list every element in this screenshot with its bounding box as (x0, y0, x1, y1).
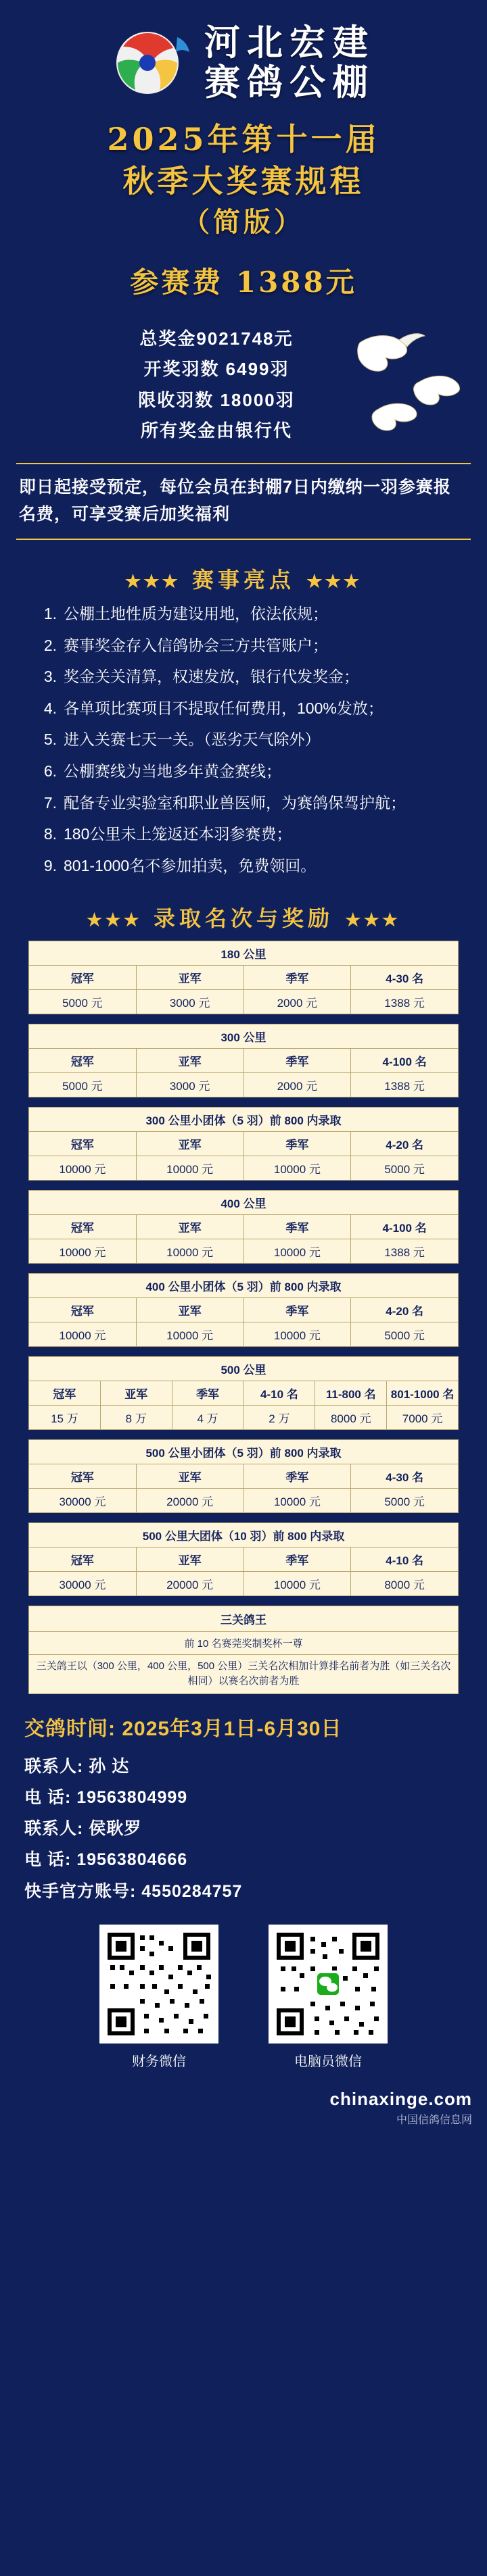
list-item-text: 公棚赛线为当地多年黄金赛线； (64, 762, 281, 781)
table-header-cell: 4-30 名 (351, 965, 459, 989)
list-item (27, 854, 460, 878)
table-header-cell: 亚军 (136, 1547, 244, 1571)
prize-summary (0, 324, 487, 451)
table-header-cell: 冠军 (29, 1381, 101, 1405)
brand-line-2: 赛鸽公棚 (204, 61, 375, 104)
table-cell: 10000 元 (136, 1239, 244, 1263)
qr-caption: 财务微信 (132, 2054, 186, 2069)
table-header-cell: 4-100 名 (351, 1048, 459, 1072)
summary-line-total: 总奖金9021748元 (139, 328, 294, 349)
list-item-text: 配备专业实验室和职业兽医师，为赛鸽保驾护航； (64, 793, 406, 812)
wechat-qr-code-icon[interactable] (269, 1925, 388, 2044)
list-item-number: 3. (43, 668, 57, 686)
table-cell: 10000 元 (136, 1156, 244, 1180)
prize-table-500km-small-team (28, 1439, 459, 1513)
contact-row (24, 1876, 463, 1907)
qr-area (0, 1925, 487, 2070)
table-cell: 10000 元 (244, 1488, 351, 1512)
table-cell: 1388 元 (351, 989, 459, 1014)
list-item-number: 2. (43, 636, 57, 654)
summary-line-limit: 限收羽数 18000羽 (138, 389, 295, 410)
table-header-cell: 4-10 名 (351, 1547, 459, 1571)
qr-caption: 电脑员微信 (294, 2054, 362, 2069)
table-cell: 8 万 (100, 1405, 172, 1429)
reservation-notice: 即日起接受预定，每位会员在封棚7日内缴纳一羽参赛报名费，可享受赛后加奖福利 (16, 463, 471, 540)
table-caption: 300 公里小团体（5 羽）前 800 内录取 (29, 1107, 459, 1131)
table-cell: 5000 元 (351, 1322, 459, 1346)
list-item (27, 791, 460, 816)
list-item-text: 各单项比赛项目不提取任何费用，100%发放； (64, 699, 384, 717)
prize-tables (28, 941, 459, 1694)
star-left-icon: ★★★ (86, 910, 142, 931)
table-cell: 5000 元 (29, 989, 137, 1014)
contact-label: 联系人: (24, 1819, 84, 1839)
table-header-cell: 冠军 (29, 1297, 137, 1322)
list-item-text: 180公里未上笼返还本羽参赛费； (64, 825, 292, 843)
star-right-icon: ★★★ (306, 571, 363, 592)
star-right-icon: ★★★ (345, 910, 401, 931)
table-header-cell: 冠军 (29, 965, 137, 989)
table-header-cell: 季军 (244, 1297, 351, 1322)
table-header-cell: 亚军 (136, 1297, 244, 1322)
table-cell: 8000 元 (315, 1405, 387, 1429)
list-item (27, 822, 460, 847)
prize-table-300km-small-team (28, 1107, 459, 1181)
poster-title (0, 118, 487, 243)
contact-value: 4550284757 (141, 1881, 243, 1901)
star-left-icon: ★★★ (124, 571, 181, 592)
table-header-cell: 亚军 (136, 1464, 244, 1488)
poster-header (0, 0, 487, 307)
table-cell: 10000 元 (29, 1322, 137, 1346)
table-header-cell: 冠军 (29, 1048, 137, 1072)
table-header-cell: 4-100 名 (351, 1214, 459, 1239)
table-caption: 500 公里大团体（10 羽）前 800 内录取 (29, 1522, 459, 1547)
list-item (27, 602, 460, 626)
table-row (29, 1488, 459, 1512)
list-item-number: 8. (43, 825, 57, 843)
highlights-heading (0, 563, 487, 594)
list-item-number: 9. (43, 857, 57, 875)
table-caption: 500 公里 (29, 1356, 459, 1381)
qr-code-icon[interactable] (99, 1925, 218, 2044)
table-cell: 20000 元 (136, 1488, 244, 1512)
table-header-cell: 11-800 名 (315, 1381, 387, 1405)
table-cell: 30000 元 (29, 1571, 137, 1595)
prize-table-three-race-king (28, 1606, 459, 1694)
list-item (27, 697, 460, 721)
table-row (29, 989, 459, 1014)
list-item-text: 进入关赛七天一关。（恶劣天气除外） (64, 730, 321, 749)
awards-heading-text: 录取名次与奖励 (153, 905, 333, 931)
contact-row[interactable] (24, 1782, 463, 1813)
table-caption: 400 公里小团体（5 羽）前 800 内录取 (29, 1273, 459, 1297)
table-header-cell: 亚军 (136, 1048, 244, 1072)
highlights-heading-text: 赛事亮点 (191, 566, 295, 593)
contact-block (24, 1712, 463, 1907)
contact-row (24, 1813, 463, 1844)
site-footer (0, 2086, 487, 2141)
prize-table-400km (28, 1190, 459, 1264)
table-caption: 300 公里 (29, 1024, 459, 1048)
table-cell: 5000 元 (351, 1488, 459, 1512)
prize-table-400km-small-team (28, 1273, 459, 1347)
list-item-number: 4. (43, 699, 57, 717)
contact-row[interactable] (24, 1844, 463, 1875)
table-cell: 10000 元 (244, 1239, 351, 1263)
summary-line-awarded: 开奖羽数 6499羽 (143, 359, 289, 380)
table-row (29, 1156, 459, 1180)
site-url: chinaxinge.com (329, 2088, 472, 2109)
contact-value[interactable]: 19563804999 (76, 1787, 188, 1807)
table-header-cell: 季军 (244, 1464, 351, 1488)
list-item-number: 6. (43, 762, 57, 781)
table-cell: 2 万 (244, 1405, 315, 1429)
table-cell: 10000 元 (136, 1322, 244, 1346)
list-item (27, 665, 460, 689)
contact-label: 联系人: (24, 1756, 84, 1776)
table-cell: 10000 元 (29, 1239, 137, 1263)
table-row (29, 1405, 459, 1429)
list-item-text: 801-1000名不参加拍卖，免费领回。 (64, 857, 317, 875)
table-note: 三关鸽王以（300 公里，400 公里，500 公里）三关名次相加计算排名前者为胜（如三关名次相同）以赛名次前者为胜 (29, 1654, 459, 1693)
table-header-cell: 4-20 名 (351, 1131, 459, 1156)
entry-fee: 参赛费 1388元 (130, 265, 357, 299)
table-row (29, 1239, 459, 1263)
table-header-cell: 冠军 (29, 1131, 137, 1156)
table-header-cell: 季军 (244, 965, 351, 989)
prize-table-500km-big-team (28, 1522, 459, 1596)
title-line-3: （简版） (183, 205, 304, 238)
table-header-cell: 801-1000 名 (387, 1381, 459, 1405)
qr-operator (269, 1925, 388, 2070)
table-header-cell: 亚军 (136, 965, 244, 989)
table-header-cell: 4-20 名 (351, 1297, 459, 1322)
table-cell: 3000 元 (136, 1072, 244, 1097)
table-caption: 500 公里小团体（5 羽）前 800 内录取 (29, 1439, 459, 1464)
site-subtitle: 中国信鸽信息网 (396, 2114, 472, 2126)
qr-finance (99, 1925, 218, 2070)
table-header-cell: 冠军 (29, 1547, 137, 1571)
contact-row (24, 1751, 463, 1782)
table-cell: 7000 元 (387, 1405, 459, 1429)
table-cell: 2000 元 (244, 1072, 351, 1097)
table-cell: 10000 元 (244, 1322, 351, 1346)
contact-value: 孙 达 (89, 1756, 130, 1776)
table-subcaption: 前 10 名赛莞奖制奖杯一尊 (29, 1631, 459, 1654)
prize-table-180km (28, 941, 459, 1014)
list-item-text: 赛事奖金存入信鸽协会三方共管账户； (64, 636, 328, 654)
table-cell: 3000 元 (136, 989, 244, 1014)
table-header-cell: 季军 (244, 1214, 351, 1239)
table-cell: 15 万 (29, 1405, 101, 1429)
highlights-list (27, 602, 460, 878)
delivery-date-label: 交鸽时间: (24, 1717, 116, 1740)
brand-line-1: 河北宏建 (204, 22, 375, 64)
contact-label: 快手官方账号: (24, 1881, 137, 1901)
table-header-cell: 季军 (244, 1048, 351, 1072)
table-cell: 10000 元 (244, 1156, 351, 1180)
table-header-cell: 亚军 (136, 1131, 244, 1156)
list-item-number: 1. (43, 604, 57, 622)
list-item (27, 634, 460, 658)
table-caption: 180 公里 (29, 941, 459, 965)
table-cell: 4 万 (172, 1405, 244, 1429)
awards-heading (0, 901, 487, 933)
table-row (29, 1322, 459, 1346)
table-cell: 5000 元 (29, 1072, 137, 1097)
brand-row (0, 23, 487, 103)
table-header-cell: 季军 (244, 1547, 351, 1571)
table-header-cell: 4-30 名 (351, 1464, 459, 1488)
list-item-text: 公棚土地性质为建设用地，依法依规； (64, 604, 328, 622)
table-header-cell: 亚军 (100, 1381, 172, 1405)
table-cell: 10000 元 (29, 1156, 137, 1180)
table-cell: 5000 元 (351, 1156, 459, 1180)
table-caption: 400 公里 (29, 1190, 459, 1214)
list-item-number: 7. (43, 793, 57, 812)
table-cell: 1388 元 (351, 1239, 459, 1263)
table-header-cell: 季军 (172, 1381, 244, 1405)
summary-line-bank: 所有奖金由银行代 (140, 420, 292, 441)
contact-value[interactable]: 19563804666 (76, 1850, 188, 1870)
list-item (27, 728, 460, 752)
contact-label: 电 话: (24, 1850, 72, 1870)
table-header-cell: 4-10 名 (244, 1381, 315, 1405)
list-item (27, 760, 460, 784)
delivery-date-value: 2025年3月1日-6月30日 (122, 1717, 342, 1740)
table-caption: 三关鸽王 (29, 1606, 459, 1631)
table-cell: 10000 元 (244, 1571, 351, 1595)
prize-table-500km (28, 1356, 459, 1430)
prize-table-300km (28, 1024, 459, 1097)
title-line-1: 2025年第十一届 (107, 120, 380, 157)
table-cell: 2000 元 (244, 989, 351, 1014)
delivery-date (24, 1712, 463, 1741)
contact-value: 侯耿罗 (89, 1819, 142, 1839)
table-header-cell: 冠军 (29, 1214, 137, 1239)
table-cell: 8000 元 (351, 1571, 459, 1595)
table-header-cell: 亚军 (136, 1214, 244, 1239)
table-row (29, 1072, 459, 1097)
table-header-cell: 冠军 (29, 1464, 137, 1488)
table-cell: 1388 元 (351, 1072, 459, 1097)
brand-name (204, 23, 375, 103)
table-cell: 30000 元 (29, 1488, 137, 1512)
pigeon-logo-icon (112, 26, 192, 99)
list-item-text: 奖金关关清算，权速发放，银行代发奖金； (64, 668, 359, 686)
contact-label: 电 话: (24, 1787, 72, 1807)
table-cell: 20000 元 (136, 1571, 244, 1595)
table-row (29, 1571, 459, 1595)
list-item-number: 5. (43, 730, 57, 749)
table-header-cell: 季军 (244, 1131, 351, 1156)
title-line-2: 秋季大奖赛规程 (122, 162, 365, 199)
